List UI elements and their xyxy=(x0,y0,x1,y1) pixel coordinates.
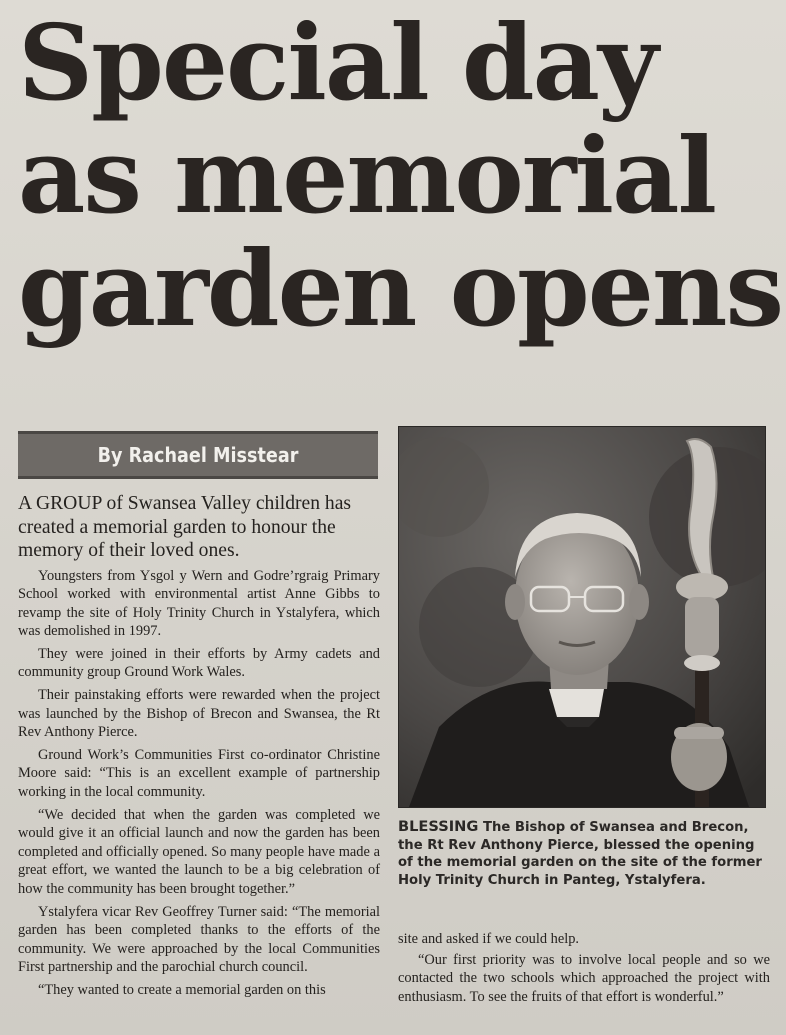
photo-caption xyxy=(398,818,770,889)
body-paragraph-5: “We decided that when the garden was completed we would give it an official launch and now the garden has been completed and officially opened. So many people have made a great effort, we wanted the launch to be a big celebration of how the community has been brought together.” xyxy=(18,806,380,897)
right-paragraph-1: site and asked if we could help. xyxy=(398,931,580,947)
headline-line-2: as memorial xyxy=(18,114,715,237)
byline-bar xyxy=(18,431,378,479)
lede-paragraph: A GROUP of Swansea Valley children has created a memorial garden to honour the memory of their loved ones. xyxy=(18,493,352,561)
byline: By Rachael Misstear xyxy=(97,443,299,467)
body-paragraph-2: They were joined in their efforts by Army cadets and community group Ground Work Wales. xyxy=(18,645,380,681)
body-paragraph-6: Ystalyfera vicar Rev Geoffrey Turner said: “The memorial garden has been completed thanks to the efforts of the community. We were approached by the local Communities First partnership and the parochial church council. xyxy=(18,903,380,976)
headline xyxy=(18,1,783,350)
headline-line-3: garden opens xyxy=(18,227,783,350)
right-paragraph-2: “Our first priority was to involve local people and so we contacted the two schools which approached the project with enthusiasm. To see the fruits of that effort is wonderful.” xyxy=(398,951,770,1005)
headline-line-1: Special day xyxy=(18,1,657,124)
caption-text: The Bishop of Swansea and Brecon, the Rt Rev Anthony Pierce, blessed the opening of the memorial garden on the site of the former Holy Trinity Church in Panteg, Ystalyfera. xyxy=(398,820,762,888)
body-paragraph-1: Youngsters from Ysgol y Wern and Godre’rgraig Primary School worked with environmental artist Anne Gibbs to revamp the site of Holy Trinity Church in Ystalyfera, which was demolished in 1997. xyxy=(18,567,380,640)
bishop-photo-illustration xyxy=(399,427,765,807)
body-paragraph-7: “They wanted to create a memorial garden on this xyxy=(38,981,326,998)
body-paragraph-3: Their painstaking efforts were rewarded when the project was launched by the Bishop of Brecon and Swansea, the Rt Rev Anthony Pierce. xyxy=(18,687,380,741)
article-left-column xyxy=(18,492,380,1004)
body-paragraph-4: Ground Work’s Communities First co-ordinator Christine Moore said: “This is an excellent example of partnership working in the local community. xyxy=(18,746,380,801)
caption-kicker: BLESSING xyxy=(398,818,479,835)
article-right-column xyxy=(398,930,770,1008)
bishop-photo xyxy=(398,426,766,808)
